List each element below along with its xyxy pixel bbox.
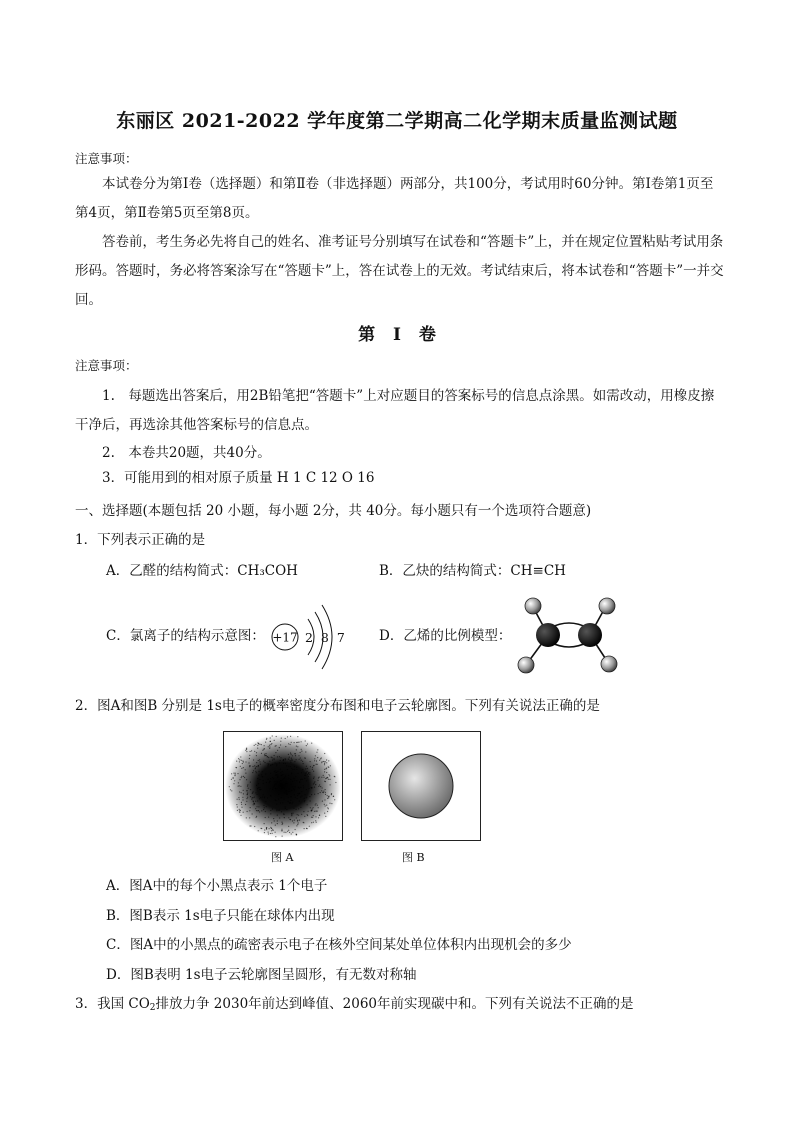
notice-paragraph-2: 答卷前，考生务必先将自己的姓名、准考证号分别填写在试卷和“答题卡”上，并在规定位置粘贴考试用条形码。答题时，务必将答案涂写在“答题卡”上，答在试卷上的无效。考试结束后，将本试卷和“答题卡”一并交回。 [75, 234, 724, 308]
question-1-stem: 1．下列表示正确的是 [75, 532, 206, 548]
question-1-option-d: D．乙烯的比例模型： [379, 628, 512, 644]
electron-cloud-sphere [362, 732, 480, 840]
hydrogen-atom [525, 598, 541, 614]
notice-paragraph-1: 本试卷分为第Ⅰ卷（选择题）和第Ⅱ卷（非选择题）两部分，共100分，考试用时60分钟。第Ⅰ卷第1页至第4页，第Ⅱ卷第5页至第8页。 [75, 176, 714, 221]
question-1-option-a: A．乙醛的结构简式：CH₃COH [106, 563, 298, 579]
question-3-stem: 3．我国 $CO_2$排放力争 2030年前达到峰值、2060年前实现碳中和。下列有关说法不正确的是 [75, 996, 634, 1013]
chloride-ion-diagram [268, 603, 348, 671]
hydrogen-atom [599, 598, 615, 614]
figure-a-caption: 图 A [271, 851, 294, 864]
nucleus-charge: +17 [272, 630, 298, 645]
question-2-option-a: A．图A中的每个小黑点表示 1个电子 [106, 878, 328, 894]
ethylene-model [512, 592, 622, 678]
electron-density-cloud [224, 732, 342, 840]
figure-a-probability-density [223, 731, 343, 841]
section-notice-label: 注意事项： [75, 358, 138, 373]
part-instruction: 一、选择题(本题包括 20 小题，每小题 2分，共 40分。每小题只有一个选项符合题意) [75, 503, 592, 519]
hydrogen-atom [518, 657, 534, 673]
section-notice-item-2: 2. 本卷共20题，共40分。 [102, 445, 271, 461]
question-2-stem: 2．图A和图B 分别是 1s电子的概率密度分布图和电子云轮廓图。下列有关说法正确的是 [75, 698, 600, 714]
question-1-option-b: B．乙炔的结构简式：CH≡CH [379, 563, 566, 579]
section-heading: 第 Ⅰ 卷 [358, 325, 436, 345]
exam-title: 东丽区 2021-2022 学年度第二学期高二化学期末质量监测试题 [116, 110, 678, 132]
carbon-atom [536, 623, 560, 647]
figure-b-caption: 图 B [402, 851, 425, 864]
question-1-option-c: C．氯离子的结构示意图： [106, 628, 265, 644]
question-2-option-b: B．图B表示 1s电子只能在球体内出现 [106, 908, 335, 924]
carbon-atom [578, 623, 602, 647]
question-2-option-c: C．图A中的小黑点的疏密表示电子在核外空间某处单位体积内出现机会的多少 [106, 937, 572, 953]
hydrogen-atom [601, 656, 617, 672]
question-2-option-d: D．图B表明 1s电子云轮廓图呈圆形，有无数对称轴 [106, 967, 417, 983]
shell-electrons: 2 8 7 [305, 630, 347, 645]
notice-label: 注意事项： [75, 151, 138, 166]
figure-b-electron-cloud-outline [361, 731, 481, 841]
section-notice-item-1: 1. 每题选出答案后，用2B铅笔把“答题卡”上对应题目的答案标号的信息点涂黑。如需改动，用橡皮擦干净后，再选涂其他答案标号的信息点。 [75, 388, 715, 433]
section-notice-item-3: 3．可能用到的相对原子质量 H 1 C 12 O 16 [102, 470, 375, 486]
